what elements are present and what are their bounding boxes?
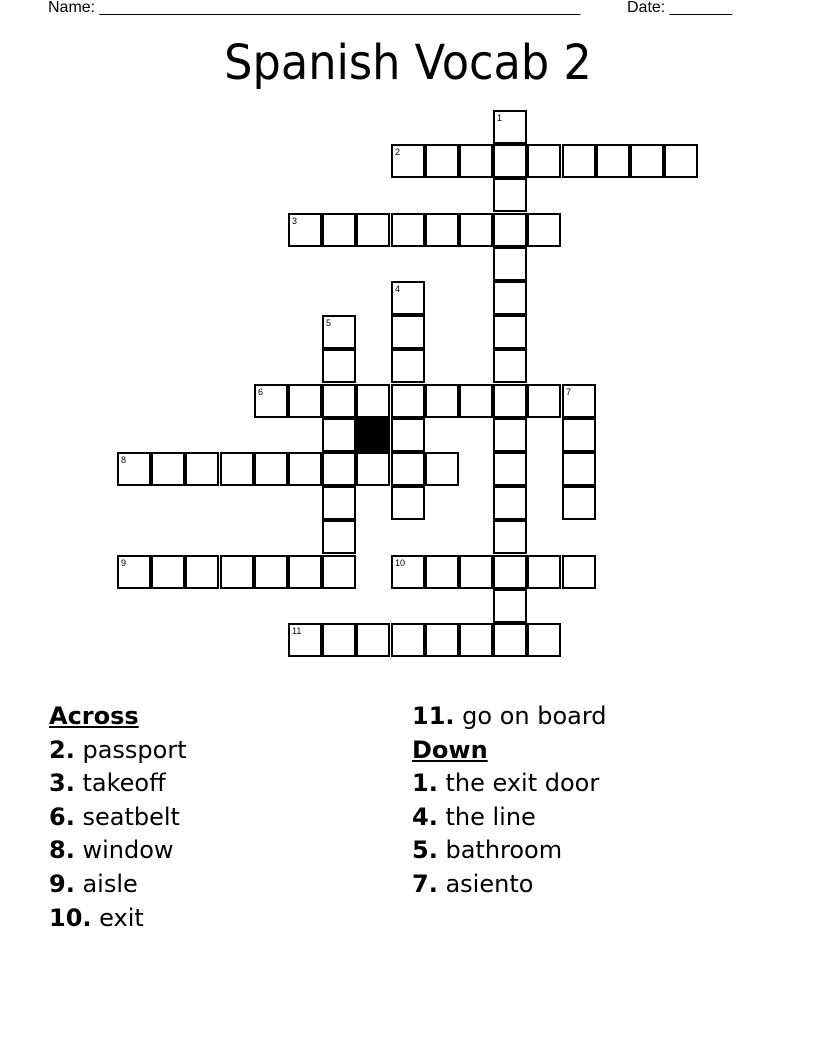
clue-across-9 <box>49 868 187 902</box>
clue-number: 2. <box>49 735 75 764</box>
cell-number: 10 <box>395 558 406 568</box>
clue-text: seatbelt <box>82 802 180 831</box>
grid-cell[interactable] <box>493 589 527 623</box>
clue-number: 11. <box>412 702 455 730</box>
clue-number: 3. <box>49 769 75 798</box>
grid-cell[interactable] <box>493 555 527 589</box>
grid-cell[interactable] <box>493 213 527 247</box>
clue-number: 10. <box>49 903 92 932</box>
cell-number: 6 <box>258 387 264 397</box>
clue-number: 6. <box>49 802 75 831</box>
grid-cell[interactable] <box>391 315 425 349</box>
grid-cell[interactable] <box>493 452 527 486</box>
grid-cell[interactable] <box>459 144 493 178</box>
cell-number: 11 <box>292 626 302 636</box>
clue-text: asiento <box>445 869 534 898</box>
clue-text: bathroom <box>445 836 563 865</box>
grid-cell[interactable] <box>425 384 459 418</box>
grid-cell[interactable] <box>356 213 390 247</box>
grid-cell[interactable] <box>493 281 527 315</box>
grid-cell[interactable] <box>493 520 527 554</box>
grid-cell[interactable] <box>391 384 425 418</box>
clue-number: 7. <box>412 869 438 898</box>
grid-cell[interactable] <box>322 418 356 452</box>
clue-text: the line <box>445 802 536 831</box>
cell-number: 3 <box>292 216 298 226</box>
grid-cell[interactable] <box>356 623 390 657</box>
grid-cell[interactable] <box>391 281 425 315</box>
grid-cell[interactable] <box>527 213 561 247</box>
grid-cell[interactable] <box>391 144 425 178</box>
grid-block-cell <box>356 418 390 452</box>
grid-cell[interactable] <box>254 384 288 418</box>
grid-cell[interactable] <box>493 247 527 281</box>
grid-cell[interactable] <box>322 213 356 247</box>
clue-text: exit <box>99 903 144 932</box>
grid-cell[interactable] <box>391 555 425 589</box>
grid-cell[interactable] <box>391 452 425 486</box>
grid-cell[interactable] <box>425 555 459 589</box>
clue-down-7 <box>412 868 607 902</box>
grid-cell[interactable] <box>562 452 596 486</box>
grid-cell[interactable] <box>425 213 459 247</box>
grid-cell[interactable] <box>151 452 185 486</box>
grid-cell[interactable] <box>493 144 527 178</box>
grid-cell[interactable] <box>322 384 356 418</box>
grid-cell[interactable] <box>425 452 459 486</box>
cell-number: 5 <box>326 318 332 328</box>
clue-number: 9. <box>49 869 75 898</box>
clue-down-5 <box>412 834 607 868</box>
grid-cell[interactable] <box>220 452 254 486</box>
grid-cell[interactable] <box>527 144 561 178</box>
grid-cell[interactable] <box>527 623 561 657</box>
clue-down-4 <box>412 801 607 835</box>
clue-across-6 <box>49 801 187 835</box>
cell-number: 7 <box>566 387 572 397</box>
grid-cell[interactable] <box>664 144 698 178</box>
grid-cell[interactable] <box>493 349 527 383</box>
grid-cell[interactable] <box>596 144 630 178</box>
grid-cell[interactable] <box>254 555 288 589</box>
grid-cell[interactable] <box>117 452 151 486</box>
grid-cell[interactable] <box>562 144 596 178</box>
clue-text: passport <box>82 735 187 764</box>
clue-text: window <box>82 836 174 865</box>
grid-cell[interactable] <box>425 623 459 657</box>
grid-cell[interactable] <box>391 623 425 657</box>
grid-cell[interactable] <box>493 384 527 418</box>
clue-across-11 <box>412 700 607 734</box>
cell-number: 2 <box>395 147 401 157</box>
grid-cell[interactable] <box>288 555 322 589</box>
grid-cell[interactable] <box>425 144 459 178</box>
clue-text: the exit door <box>445 769 600 798</box>
grid-cell[interactable] <box>493 178 527 212</box>
grid-cell[interactable] <box>391 349 425 383</box>
grid-cell[interactable] <box>630 144 664 178</box>
grid-cell[interactable] <box>459 213 493 247</box>
grid-cell[interactable] <box>151 555 185 589</box>
clue-across-2 <box>49 734 187 768</box>
grid-cell[interactable] <box>117 555 151 589</box>
clue-number: 4. <box>412 802 438 831</box>
clue-text: go on board <box>462 702 607 730</box>
grid-cell[interactable] <box>562 486 596 520</box>
cell-number: 8 <box>121 455 127 465</box>
clue-across-8 <box>49 834 187 868</box>
grid-cell[interactable] <box>288 213 322 247</box>
down-heading: Down <box>412 735 488 764</box>
clue-across-10 <box>49 902 187 936</box>
grid-cell[interactable] <box>288 452 322 486</box>
grid-cell[interactable] <box>459 555 493 589</box>
grid-cell[interactable] <box>322 520 356 554</box>
grid-cell[interactable] <box>459 384 493 418</box>
grid-cell[interactable] <box>391 213 425 247</box>
grid-cell[interactable] <box>527 555 561 589</box>
grid-cell[interactable] <box>220 555 254 589</box>
cell-number: 1 <box>497 113 503 123</box>
grid-cell[interactable] <box>288 623 322 657</box>
clue-number: 8. <box>49 836 75 865</box>
page-title: Spanish Vocab 2 <box>224 35 592 91</box>
grid-cell[interactable] <box>322 623 356 657</box>
across-heading: Across <box>49 702 139 730</box>
grid-cell[interactable] <box>288 384 322 418</box>
grid-cell[interactable] <box>527 384 561 418</box>
grid-cell[interactable] <box>493 486 527 520</box>
clue-down-1 <box>412 767 607 801</box>
grid-cell[interactable] <box>322 486 356 520</box>
grid-cell[interactable] <box>562 418 596 452</box>
date-field[interactable]: Date: _______ <box>627 0 732 16</box>
grid-cell[interactable] <box>562 384 596 418</box>
clue-number: 1. <box>412 769 438 798</box>
cell-number: 9 <box>121 558 127 568</box>
clues-right-column <box>412 700 607 902</box>
grid-cell[interactable] <box>185 452 219 486</box>
grid-cell[interactable] <box>562 555 596 589</box>
clues-left-column <box>49 700 187 935</box>
clue-number: 5. <box>412 836 438 865</box>
grid-cell[interactable] <box>185 555 219 589</box>
grid-cell[interactable] <box>391 418 425 452</box>
grid-cell[interactable] <box>391 486 425 520</box>
clue-text: takeoff <box>82 769 166 798</box>
grid-cell[interactable] <box>459 623 493 657</box>
grid-cell[interactable] <box>493 315 527 349</box>
clue-text: aisle <box>82 869 138 898</box>
name-field[interactable]: Name: ______________________________________________________ <box>48 0 581 16</box>
grid-cell[interactable] <box>322 315 356 349</box>
grid-cell[interactable] <box>254 452 288 486</box>
cell-number: 4 <box>395 284 401 294</box>
grid-cell[interactable] <box>493 623 527 657</box>
grid-cell[interactable] <box>322 349 356 383</box>
grid-cell[interactable] <box>356 384 390 418</box>
grid-cell[interactable] <box>322 452 356 486</box>
clue-across-3 <box>49 767 187 801</box>
grid-cell[interactable] <box>356 452 390 486</box>
grid-cell[interactable] <box>322 555 356 589</box>
grid-cell[interactable] <box>493 110 527 144</box>
grid-cell[interactable] <box>493 418 527 452</box>
